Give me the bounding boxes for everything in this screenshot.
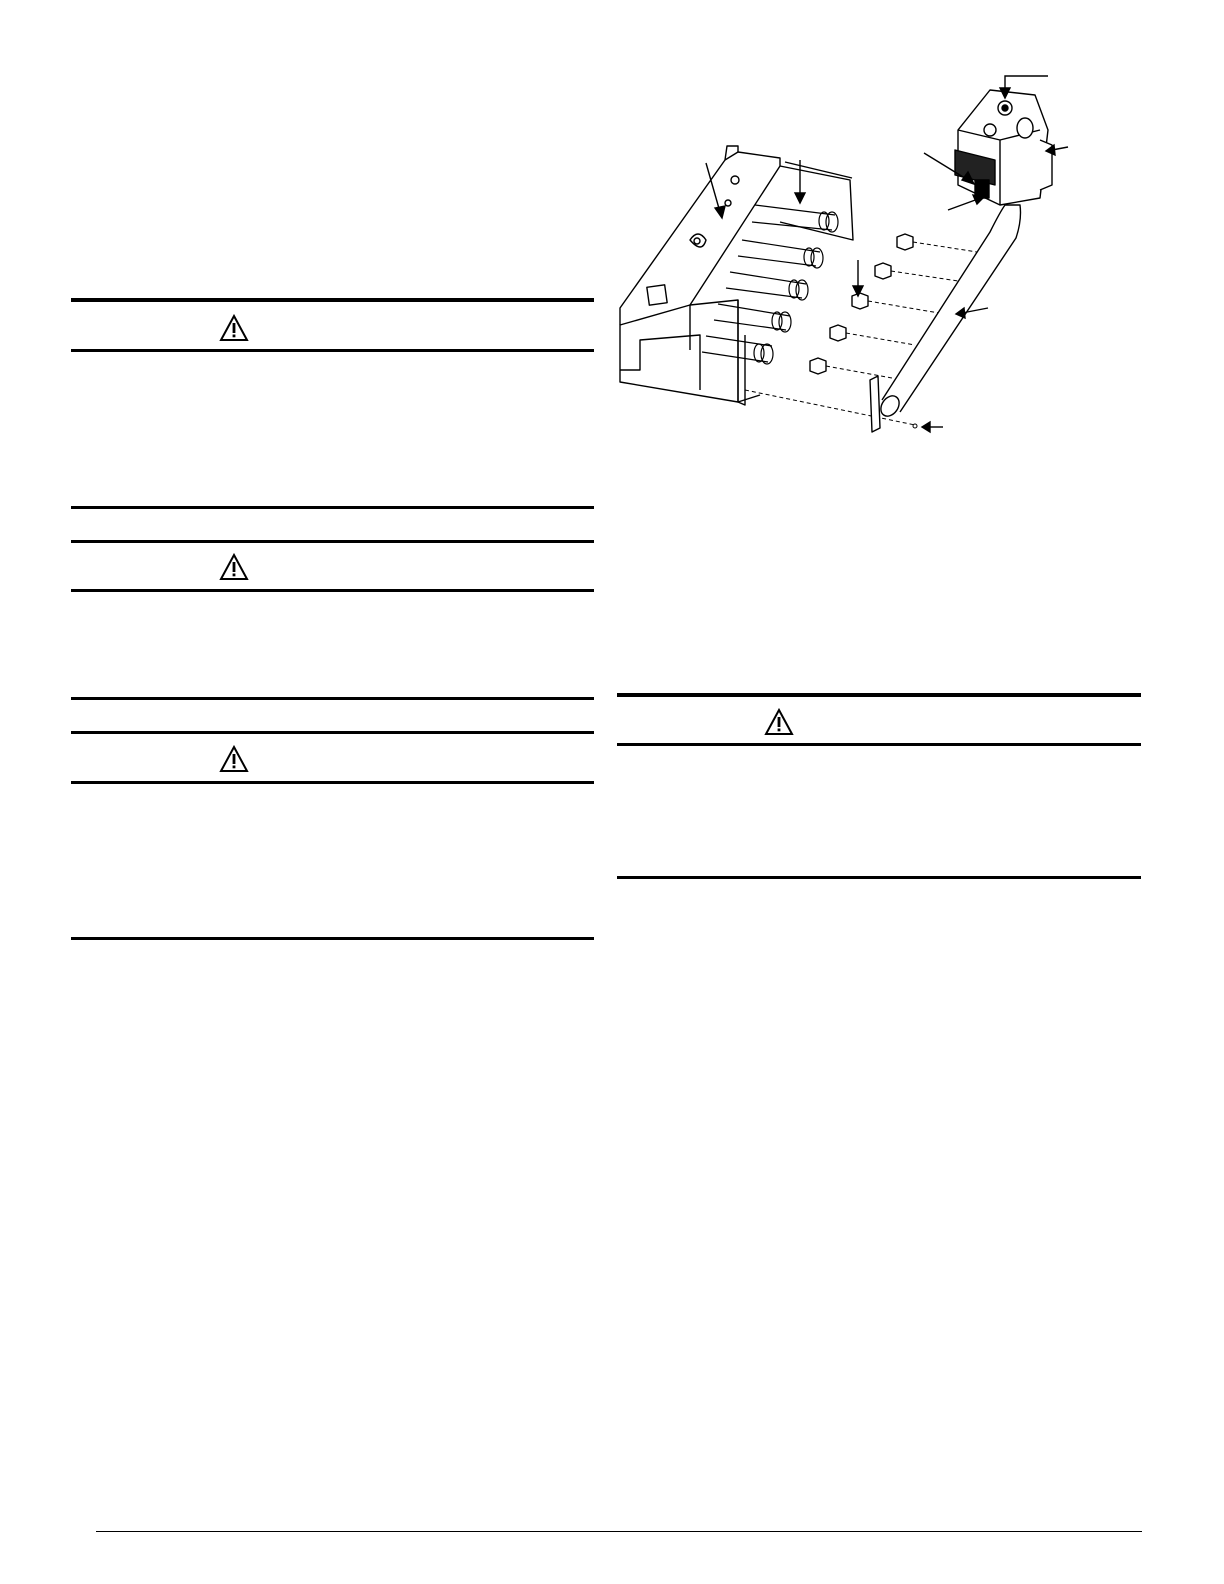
gas-valve-icon <box>955 90 1052 205</box>
caution-block-2-top-rule <box>71 540 594 543</box>
warning-triangle-icon <box>219 745 249 773</box>
orifice-icon <box>810 234 913 374</box>
caution-block-3-top-rule <box>71 731 594 734</box>
caution-block-3-separator-rule <box>71 697 594 700</box>
warning-block-4-top-rule <box>617 693 1141 697</box>
caution-block-3-bottom-rule <box>71 937 594 940</box>
warning-triangle-icon <box>764 708 794 736</box>
caution-block-2-separator-rule <box>71 506 594 509</box>
caution-block-3-mid-rule <box>71 781 594 784</box>
footer-rule <box>96 1531 1142 1532</box>
warning-block-4-bottom-rule <box>617 876 1141 879</box>
warning-block-1-top-rule <box>71 298 594 302</box>
warning-block-4-mid-rule <box>617 743 1141 746</box>
warning-triangle-icon <box>219 553 249 581</box>
caution-block-2-mid-rule <box>71 589 594 592</box>
burner-assembly-figure <box>612 70 1072 470</box>
warning-block-1-mid-rule <box>71 349 594 352</box>
manifold-pipe-icon <box>870 205 1021 432</box>
warning-triangle-icon <box>219 314 249 342</box>
